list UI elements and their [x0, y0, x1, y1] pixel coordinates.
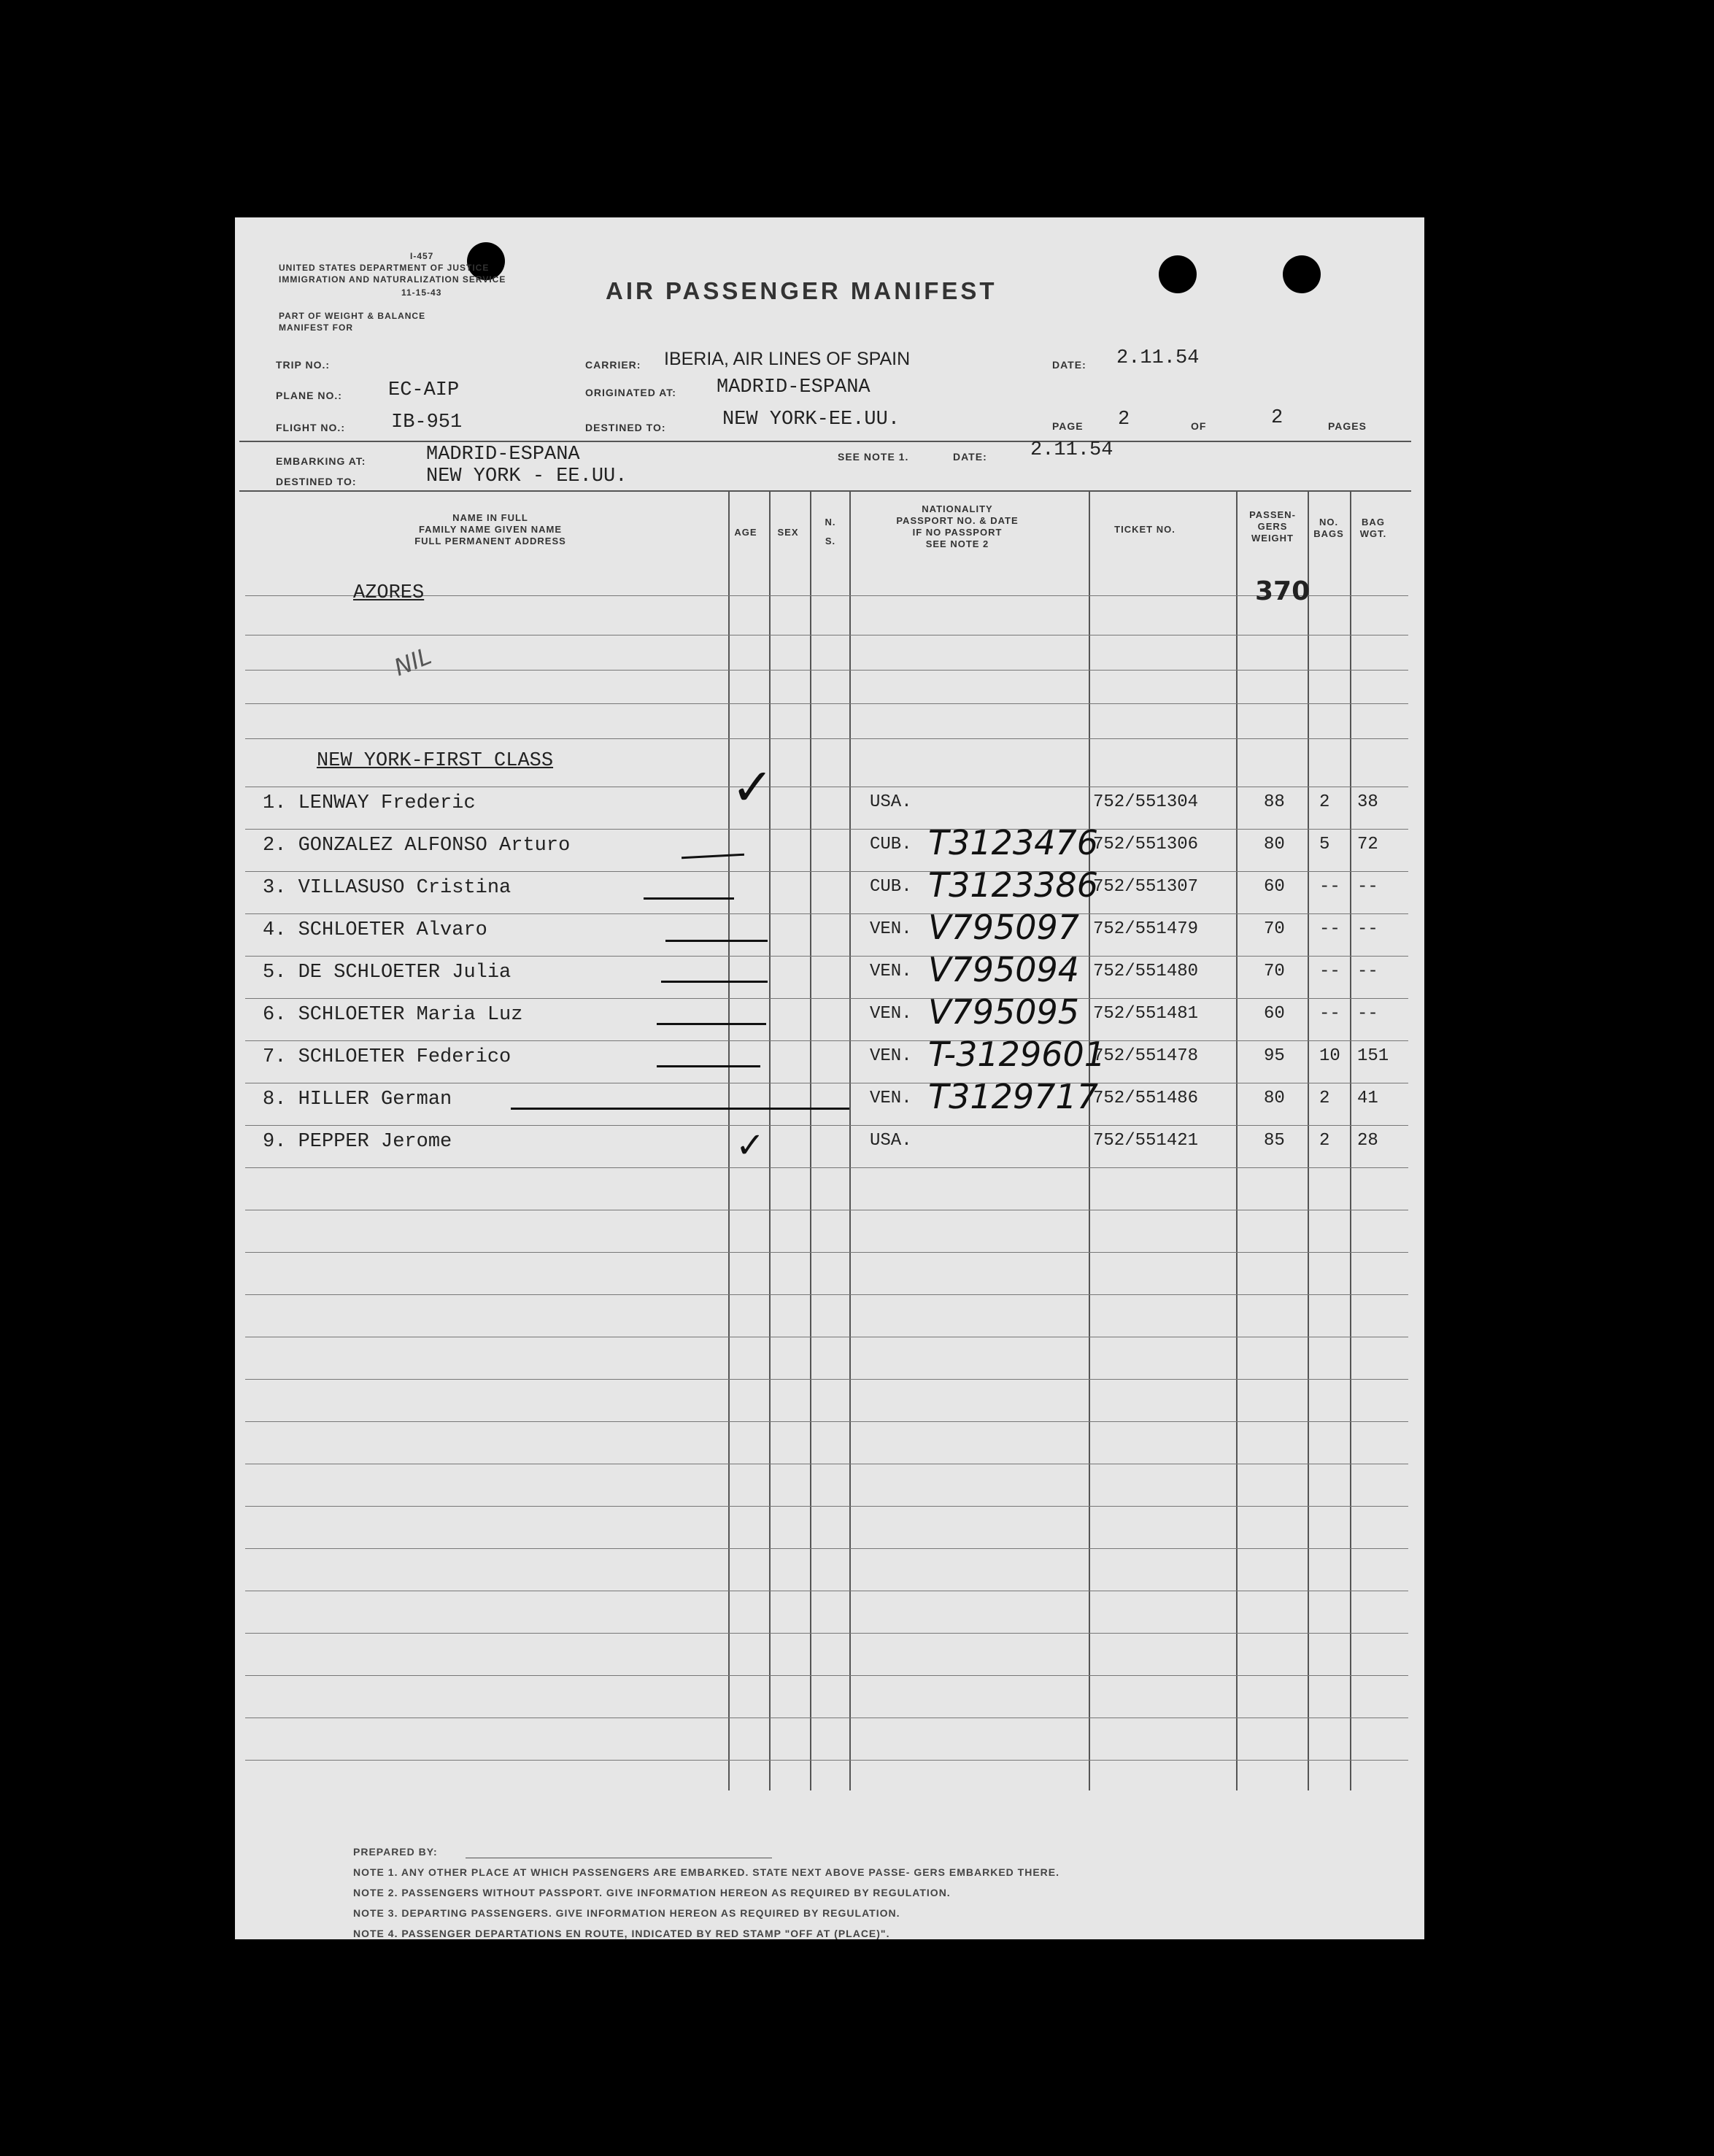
passenger-bags: 5	[1319, 835, 1330, 854]
col-sex-header: SEX	[777, 527, 799, 538]
pen-line	[661, 981, 768, 983]
pen-line	[657, 1023, 766, 1025]
passenger-bags: 2	[1319, 1089, 1330, 1108]
passenger-bags: --	[1319, 919, 1340, 939]
passenger-name: 7. SCHLOETER Federico	[263, 1046, 512, 1068]
col-nat-line: IF NO PASSPORT	[912, 527, 1003, 538]
passenger-passport: T3123476	[928, 823, 1098, 862]
col-name-line: FULL PERMANENT ADDRESS	[414, 536, 566, 546]
pen-line	[682, 854, 744, 859]
passenger-ticket: 752/551486	[1093, 1089, 1199, 1108]
col-nat-line: SEE NOTE 2	[925, 538, 989, 549]
row-rule	[245, 1252, 1408, 1253]
punch-hole	[1159, 255, 1197, 293]
passenger-nationality: USA.	[870, 792, 912, 812]
first-class-section-label: NEW YORK-FIRST CLASS	[317, 750, 554, 772]
passenger-name: 1. LENWAY Frederic	[263, 792, 476, 814]
part-of-line-2: MANIFEST FOR	[279, 322, 353, 333]
form-title: AIR PASSENGER MANIFEST	[606, 277, 997, 304]
passenger-bags: 2	[1319, 1131, 1330, 1151]
passenger-ticket: 752/551480	[1093, 962, 1199, 981]
row-rule	[245, 1506, 1408, 1507]
col-divider	[769, 492, 771, 1790]
azores-section-label: AZORES	[353, 582, 425, 604]
col-bagwgt-header	[1353, 517, 1394, 540]
destined2-label: DESTINED TO:	[276, 476, 357, 487]
destined-label: DESTINED TO:	[585, 422, 666, 433]
passenger-weight: 95	[1264, 1046, 1285, 1066]
form-date: 11-15-43	[401, 287, 442, 298]
row-rule	[245, 1040, 1408, 1041]
pages-label: PAGES	[1328, 420, 1367, 432]
passenger-bag-weight: 38	[1357, 792, 1378, 812]
col-name-header	[323, 512, 658, 547]
note-2: NOTE 2. PASSENGERS WITHOUT PASSPORT. GIVE INFORMATION HEREON AS REQUIRED BY REGULATION.	[353, 1887, 951, 1898]
prepared-by: PREPARED BY:	[353, 1846, 438, 1858]
passenger-ticket: 752/551304	[1093, 792, 1199, 812]
passenger-bag-weight: --	[1357, 962, 1378, 981]
checkmark-icon: ✓	[731, 757, 774, 817]
passenger-name: 4. SCHLOETER Alvaro	[263, 919, 487, 941]
col-divider	[849, 492, 851, 1790]
passenger-bag-weight: --	[1357, 919, 1378, 939]
passenger-name: 6. SCHLOETER Maria Luz	[263, 1004, 523, 1026]
of-pages-value: 2	[1271, 407, 1283, 429]
col-ns-line: N.	[825, 517, 836, 528]
azores-weight: 370	[1255, 576, 1310, 606]
part-of-line-1: PART OF WEIGHT & BALANCE	[279, 311, 426, 321]
passenger-weight: 70	[1264, 919, 1285, 939]
passenger-bags: --	[1319, 962, 1340, 981]
col-ticket-header: TICKET NO.	[1114, 524, 1176, 535]
destined2-value: NEW YORK - EE.UU.	[426, 465, 628, 487]
date2-label: DATE:	[953, 451, 987, 463]
row-rule	[245, 703, 1408, 704]
passenger-bags: 10	[1319, 1046, 1340, 1066]
header-rule	[239, 441, 1411, 442]
col-bagwgt-line: WGT.	[1359, 528, 1387, 539]
passenger-bag-weight: --	[1357, 877, 1378, 897]
passenger-ticket: 752/551479	[1093, 919, 1199, 939]
of-label: OF	[1191, 420, 1207, 432]
row-rule	[245, 1675, 1408, 1676]
carrier-value: IBERIA, AIR LINES OF SPAIN	[664, 349, 911, 369]
page-label: PAGE	[1052, 420, 1084, 432]
passenger-passport: V795097	[928, 908, 1080, 947]
passenger-weight: 80	[1264, 1089, 1285, 1108]
nil-handwritten: NIL	[390, 641, 436, 682]
passenger-ticket: 752/551307	[1093, 877, 1199, 897]
originated-label: ORIGINATED AT:	[585, 387, 676, 398]
passenger-nationality: VEN.	[870, 1004, 912, 1024]
pen-line	[644, 897, 734, 900]
date-label: DATE:	[1052, 359, 1086, 371]
col-bags-header	[1309, 517, 1348, 540]
passenger-bags: 2	[1319, 792, 1330, 812]
col-ns-line: S.	[825, 536, 836, 546]
embarking-label: EMBARKING AT:	[276, 455, 366, 467]
row-rule	[245, 1125, 1408, 1126]
row-rule	[245, 998, 1408, 999]
col-divider	[1089, 492, 1090, 1790]
row-rule	[245, 956, 1408, 957]
col-divider	[1236, 492, 1238, 1790]
col-bags-line: BAGS	[1313, 528, 1344, 539]
col-name-line: FAMILY NAME GIVEN NAME	[418, 524, 563, 535]
col-divider	[810, 492, 811, 1790]
row-rule	[245, 829, 1408, 830]
col-nationality-header	[848, 503, 1067, 550]
row-rule	[245, 1167, 1408, 1168]
passenger-name: 8. HILLER German	[263, 1089, 452, 1110]
note-4: NOTE 4. PASSENGER DEPARTATIONS EN ROUTE, INDICATED BY RED STAMP "OFF AT (PLACE)".	[353, 1928, 890, 1939]
col-bagwgt-line: BAG	[1362, 517, 1385, 528]
page-value: 2	[1118, 409, 1130, 430]
embarking-value: MADRID-ESPANA	[426, 444, 580, 465]
plane-no-value: EC-AIP	[388, 379, 460, 401]
row-rule	[245, 738, 1408, 739]
passenger-bag-weight: 28	[1357, 1131, 1378, 1151]
passenger-nationality: VEN.	[870, 962, 912, 981]
flight-no-value: IB-951	[391, 412, 463, 433]
passenger-ticket: 752/551306	[1093, 835, 1199, 854]
passenger-weight: 85	[1264, 1131, 1285, 1151]
passenger-name: 9. PEPPER Jerome	[263, 1131, 452, 1153]
pen-line	[657, 1065, 760, 1067]
col-divider	[728, 492, 730, 1790]
passenger-passport: V795094	[928, 950, 1080, 989]
col-nat-line: NATIONALITY	[922, 503, 993, 514]
row-rule	[245, 871, 1408, 872]
date-value: 2.11.54	[1116, 347, 1200, 369]
destined-value: NEW YORK-EE.UU.	[722, 409, 900, 430]
row-rule	[245, 1379, 1408, 1380]
pen-line	[511, 1108, 849, 1110]
passenger-passport: T3123386	[928, 865, 1098, 905]
passenger-weight: 60	[1264, 877, 1285, 897]
passenger-nationality: VEN.	[870, 1089, 912, 1108]
passenger-nationality: CUB.	[870, 835, 912, 854]
passenger-bag-weight: --	[1357, 1004, 1378, 1024]
row-rule	[245, 1421, 1408, 1422]
passenger-weight: 60	[1264, 1004, 1285, 1024]
note-3: NOTE 3. DEPARTING PASSENGERS. GIVE INFORMATION HEREON AS REQUIRED BY REGULATION.	[353, 1907, 900, 1919]
passenger-nationality: CUB.	[870, 877, 912, 897]
col-divider	[1308, 492, 1309, 1790]
passenger-weight: 80	[1264, 835, 1285, 854]
passenger-name: 3. VILLASUSO Cristina	[263, 877, 512, 899]
col-bags-line: NO.	[1319, 517, 1339, 528]
col-weight-line: PASSEN-	[1249, 509, 1296, 520]
carrier-label: CARRIER:	[585, 359, 641, 371]
passenger-name: 2. GONZALEZ ALFONSO Arturo	[263, 835, 571, 857]
passenger-ticket: 752/551481	[1093, 1004, 1199, 1024]
passenger-nationality: VEN.	[870, 1046, 912, 1066]
agency-line-1: UNITED STATES DEPARTMENT OF JUSTICE	[279, 263, 490, 273]
flight-no-label: FLIGHT NO.:	[276, 422, 345, 433]
col-nat-line: PASSPORT NO. & DATE	[896, 515, 1019, 526]
passenger-bags: --	[1319, 877, 1340, 897]
date2-value: 2.11.54	[1030, 439, 1113, 461]
passenger-nationality: USA.	[870, 1131, 912, 1151]
passenger-weight: 88	[1264, 792, 1285, 812]
punch-hole	[1283, 255, 1321, 293]
col-age-header: AGE	[734, 527, 757, 538]
col-weight-line: GERS	[1257, 521, 1288, 532]
manifest-sheet	[235, 217, 1424, 1939]
col-ns-header	[816, 517, 845, 547]
passenger-bags: --	[1319, 1004, 1340, 1024]
pen-line	[665, 940, 768, 942]
see-note-label: SEE NOTE 1.	[838, 451, 909, 463]
col-name-line: NAME IN FULL	[452, 512, 528, 523]
passenger-name: 5. DE SCHLOETER Julia	[263, 962, 512, 984]
note-1: NOTE 1. ANY OTHER PLACE AT WHICH PASSENGERS ARE EMBARKED. STATE NEXT ABOVE PASSE- GERS EMBARKED THERE.	[353, 1866, 1060, 1878]
passenger-bag-weight: 151	[1357, 1046, 1389, 1066]
row-rule	[245, 913, 1408, 914]
col-weight-header	[1240, 509, 1305, 544]
passenger-nationality: VEN.	[870, 919, 912, 939]
col-divider	[1350, 492, 1351, 1790]
passenger-bag-weight: 72	[1357, 835, 1378, 854]
row-rule	[245, 1633, 1408, 1634]
originated-value: MADRID-ESPANA	[717, 376, 870, 398]
passenger-ticket: 752/551478	[1093, 1046, 1199, 1066]
passenger-weight: 70	[1264, 962, 1285, 981]
col-weight-line: WEIGHT	[1251, 533, 1294, 544]
passenger-ticket: 752/551421	[1093, 1131, 1199, 1151]
row-rule	[245, 1294, 1408, 1295]
row-rule	[245, 1548, 1408, 1549]
passenger-passport: T3129717	[928, 1077, 1098, 1116]
plane-no-label: PLANE NO.:	[276, 390, 342, 401]
passenger-passport: V795095	[928, 992, 1080, 1032]
passenger-passport: T-3129601	[928, 1035, 1106, 1074]
checkmark-icon: ✓	[736, 1125, 765, 1166]
row-rule	[245, 1760, 1408, 1761]
trip-no-label: TRIP NO.:	[276, 359, 331, 371]
passenger-bag-weight: 41	[1357, 1089, 1378, 1108]
form-number: I-457	[410, 251, 434, 261]
agency-line-2: IMMIGRATION AND NATURALIZATION SERVICE	[279, 274, 506, 285]
